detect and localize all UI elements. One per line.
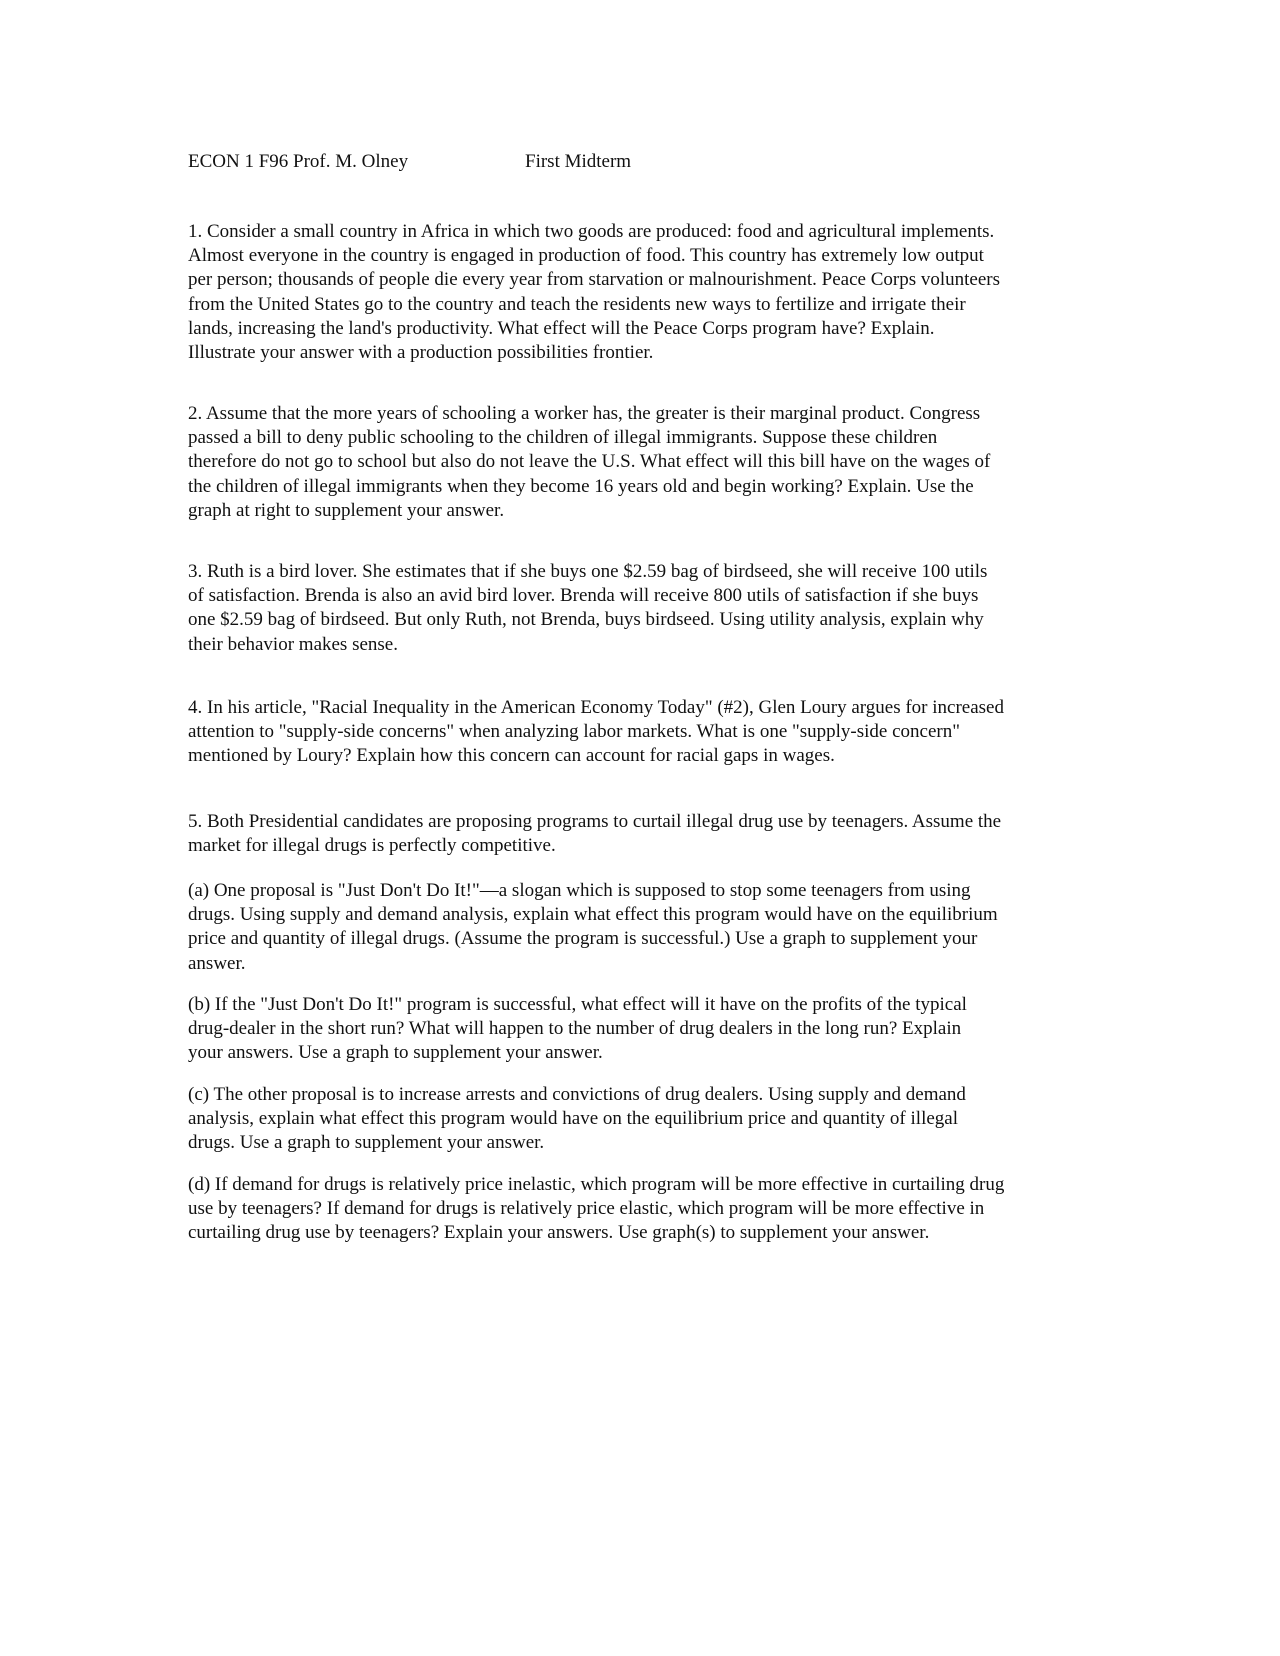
exam-header (188, 150, 1088, 174)
question-5d: (d) If demand for drugs is relatively price inelastic, which program will be more effective in curtailing drug use by teenagers? If demand for drugs is relatively price elastic, which program will be more effective in curtailing drug use by teenagers? Explain your answers. Use graph(s) to supplement your answer. (188, 1174, 1005, 1244)
question-4: 4. In his article, "Racial Inequality in the American Economy Today" (#2), Glen Loury argues for increased attention to "supply-side concerns" when analyzing labor markets. What is one "supply-side concern" mentioned by Loury? Explain how this concern can account for racial gaps in wages. (188, 697, 1004, 767)
question-1: 1. Consider a small country in Africa in which two goods are produced: food and agricultural implements. Almost everyone in the country is engaged in production of food. This country has extremely low output per person; thousands of people die every year from starvation or malnourishment. Peace Corps volunteers from the United States go to the country and teach the residents new ways to fertilize and irrigate their lands, increasing the land's productivity. What effect will the Peace Corps program have? Explain. Illustrate your answer with a production possibilities frontier. (188, 221, 1001, 364)
exam-title: First Midterm (525, 151, 632, 172)
question-5: 5. Both Presidential candidates are proposing programs to curtail illegal drug use by teenagers. Assume the market for illegal drugs is perfectly competitive. (188, 811, 1002, 857)
question-5a: (a) One proposal is "Just Don't Do It!"—a slogan which is supposed to stop some teenagers from using drugs. Using supply and demand analysis, explain what effect this program would have on the equilibrium price and quantity of illegal drugs. (Assume the program is successful.) Use a graph to supplement your answer. (188, 880, 998, 974)
question-5c: (c) The other proposal is to increase arrests and convictions of drug dealers. Using supply and demand analysis, explain what effect this program would have on the equilibrium price and quantity of illegal drugs. Use a graph to supplement your answer. (188, 1084, 966, 1154)
question-5b: (b) If the "Just Don't Do It!" program is successful, what effect will it have on the profits of the typical drug-dealer in the short run? What will happen to the number of drug dealers in the long run? Explain your answers. Use a graph to supplement your answer. (188, 994, 967, 1064)
course-info: ECON 1 F96 Prof. M. Olney (188, 151, 409, 172)
question-2: 2. Assume that the more years of schooling a worker has, the greater is their marginal product. Congress passed a bill to deny public schooling to the children of illegal immigrants. Suppose these children therefore do not go to school but also do not leave the U.S. What effect will this bill have on the wages of the children of illegal immigrants when they become 16 years old and begin working? Explain. Use the graph at right to supplement your answer. (188, 403, 991, 521)
exam-page (188, 150, 1088, 1244)
question-3: 3. Ruth is a bird lover. She estimates that if she buys one $2.59 bag of birdseed, she will receive 100 utils of satisfaction. Brenda is also an avid bird lover. Brenda will receive 800 utils of satisfaction if she buys one $2.59 bag of birdseed. But only Ruth, not Brenda, buys birdseed. Using utility analysis, explain why their behavior makes sense. (188, 561, 988, 655)
